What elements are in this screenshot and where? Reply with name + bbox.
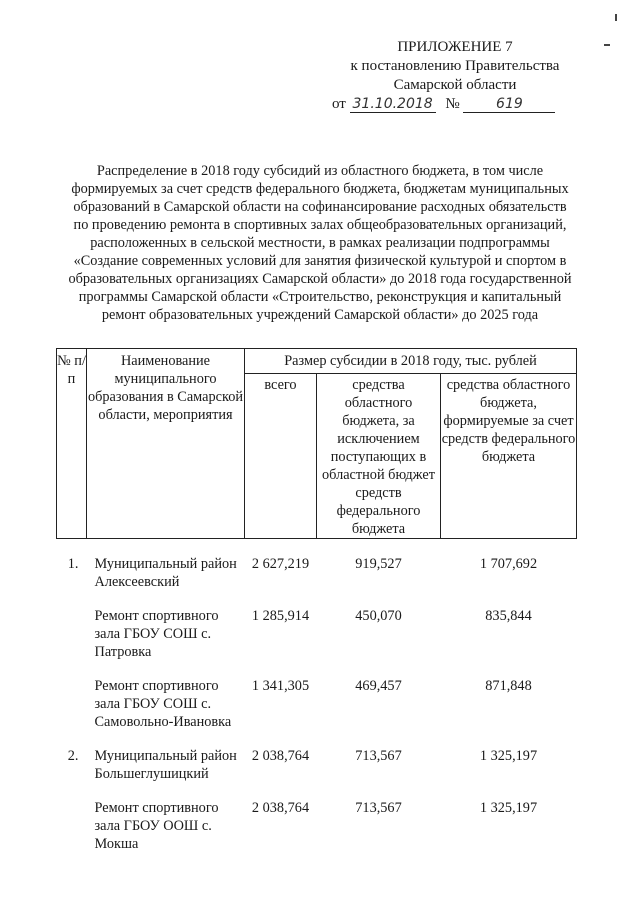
row-num xyxy=(57,677,87,731)
row-federal: 871,848 xyxy=(485,678,532,694)
handwritten-number: 619 xyxy=(463,97,555,113)
row-regional: 713,567 xyxy=(355,800,402,816)
appendix-block xyxy=(330,38,580,114)
subsidy-table xyxy=(56,348,577,853)
table-row xyxy=(57,677,577,731)
row-total: 1 285,914 xyxy=(251,608,310,624)
date-prefix: от xyxy=(332,96,346,112)
header-subsidy-group: Размер субсидии в 2018 году, тыс. рублей xyxy=(245,349,577,374)
header-regional: средства областного бюджета, за исключением поступающих в областной бюджет средств федерального бюджета xyxy=(317,374,441,539)
order-date-number-line xyxy=(330,95,580,114)
scan-mark xyxy=(604,44,610,46)
header-total: всего xyxy=(245,374,317,539)
header-federal: средства областного бюджета, формируемые за счет средств федерального бюджета xyxy=(441,374,577,539)
row-name: Ремонт спортивного зала ГБОУ СОШ с. Самовольно-Ивановка xyxy=(94,678,232,730)
row-num: 1. xyxy=(67,556,79,572)
row-name: Муниципальный район Большеглушицкий xyxy=(94,748,237,782)
row-federal: 1 325,197 xyxy=(479,800,538,816)
row-total: 2 627,219 xyxy=(251,556,310,572)
row-regional: 469,457 xyxy=(355,678,402,694)
row-name: Ремонт спортивного зала ГБОУ ООШ с. Мокша xyxy=(94,800,219,852)
table-row xyxy=(57,607,577,661)
handwritten-date: 31.10.2018 xyxy=(350,97,436,113)
header-name: Наименование муниципального образования в Самарской области, мероприятия xyxy=(87,349,245,539)
row-total: 2 038,764 xyxy=(251,800,310,816)
row-total: 1 341,305 xyxy=(251,678,310,694)
table-row xyxy=(57,555,577,591)
number-prefix: № xyxy=(445,96,460,112)
table-row xyxy=(57,799,577,853)
appendix-region-line: Самарской области xyxy=(393,77,517,93)
row-num xyxy=(57,607,87,661)
appendix-title: ПРИЛОЖЕНИЕ 7 xyxy=(397,39,513,55)
row-regional: 450,070 xyxy=(355,608,402,624)
row-name: Ремонт спортивного зала ГБОУ СОШ с. Патровка xyxy=(94,608,219,660)
row-num xyxy=(57,799,87,853)
row-federal: 1 325,197 xyxy=(479,748,538,764)
row-name: Муниципальный район Алексеевский xyxy=(94,556,237,590)
row-regional: 919,527 xyxy=(355,556,402,572)
row-total: 2 038,764 xyxy=(251,748,310,764)
row-num: 2. xyxy=(67,748,79,764)
row-federal: 835,844 xyxy=(485,608,532,624)
scan-mark xyxy=(615,14,617,21)
header-num: № п/п xyxy=(57,349,87,539)
appendix-resolution-line: к постановлению Правительства xyxy=(350,58,560,74)
row-regional: 713,567 xyxy=(355,748,402,764)
row-federal: 1 707,692 xyxy=(479,556,538,572)
document-title: Распределение в 2018 году субсидий из областного бюджета, в том числе формируемых за счет средств федерального бюджета, бюджетам муниципальных образований в Самарской области на софинансирование расходных обязательств по проведению ремонта в спортивных залах общеобразовательных организаций, расположенных в сельской местности, в рамках реализации подпрограммы «Создание современных условий для занятия физической культурой и спортом в образовательных организациях Самарской области» до 2018 года государственной программы Самарской области «Строительство, реконструкция и капитальный ремонт образовательных учреждений Самарской области» до 2025 года xyxy=(68,163,572,323)
table-row xyxy=(57,747,577,783)
